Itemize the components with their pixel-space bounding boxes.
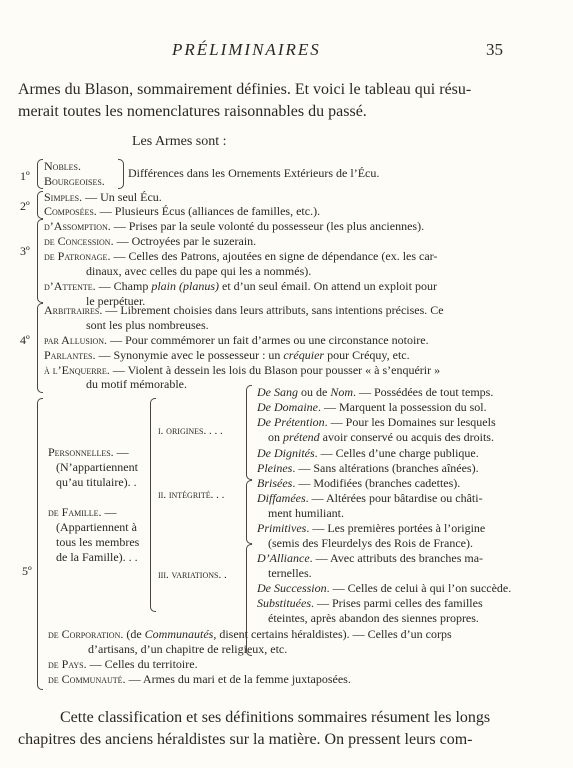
def-communaute: — Armes du mari et de la femme juxtaposées. bbox=[125, 672, 351, 686]
def-concession: — Octroyées par le suzerain. bbox=[113, 234, 257, 248]
category-variations: iii. variations. . bbox=[158, 569, 227, 581]
integrite-line-2 bbox=[257, 476, 460, 491]
note-famille-2: tous les membres bbox=[56, 535, 140, 549]
entry-parlantes bbox=[44, 348, 410, 363]
entry-simples bbox=[44, 190, 162, 205]
def-corporation-c: , disent certains héraldistes). — Celles d’un corps bbox=[213, 627, 452, 641]
def-allusion: — Pour commémorer un fait d’armes ou une circonstance notoire. bbox=[107, 333, 429, 347]
def-assomption: — Prises par la seule volonté du possesseur (les plus anciennes). bbox=[110, 219, 425, 233]
origines-term-nom: Nom bbox=[330, 385, 353, 399]
origines-term-dignites: De Dignités bbox=[257, 446, 315, 460]
variations-term-alliance: D’Alliance bbox=[257, 551, 310, 565]
variations-line-3 bbox=[257, 551, 483, 566]
entry-composees bbox=[44, 204, 320, 219]
origines-term-domaine: De Domaine bbox=[257, 400, 318, 414]
term-arbitraires: Arbitraires. bbox=[44, 303, 103, 317]
category-origines: i. origines. . . . bbox=[158, 425, 223, 437]
variations-def-1: . — Les premières portées à l’origine bbox=[306, 521, 486, 535]
intro-line-2: merait toutes les nomenclatures raisonnables du passé. bbox=[18, 103, 367, 120]
term-parlantes: Parlantes. bbox=[44, 348, 96, 362]
entry-concession bbox=[44, 234, 256, 249]
def-arbitraires: — Librement choisies dans leurs attributs, sans intentions précises. Ce bbox=[102, 303, 444, 317]
def-corporation-b: Communautés bbox=[144, 627, 214, 641]
entry-patronage bbox=[44, 249, 437, 264]
term-communaute: de Communauté. bbox=[48, 672, 126, 686]
integrite-def-3: . — Altérées pour bâtardise ou châti- bbox=[305, 491, 483, 505]
note-famille-1: (Appartiennent à bbox=[56, 520, 137, 534]
term-bourgeoises: Bourgeoises. bbox=[44, 174, 105, 188]
brace-group-5 bbox=[37, 398, 43, 690]
brace-group-3 bbox=[37, 219, 43, 303]
brace-origines bbox=[246, 385, 252, 480]
group-number-3: 3º bbox=[20, 244, 30, 258]
table-title: Les Armes sont : bbox=[132, 134, 227, 149]
origines-def-1: . — Possédées de tout temps. bbox=[353, 385, 494, 399]
origines-term-sang: De Sang bbox=[257, 385, 298, 399]
origines-term-pretend: prétend bbox=[283, 430, 320, 444]
def-enquerre: — Violent à dessein les lois du Blason pour pousser « à s’enquérir » bbox=[109, 363, 441, 377]
variations-line-6 bbox=[257, 596, 483, 611]
integrite-line-4: ment humiliant. bbox=[268, 506, 344, 520]
running-title: PRÉLIMINAIRES bbox=[172, 40, 321, 59]
term-composees: Composées. bbox=[44, 204, 97, 218]
term-simples: Simples. bbox=[44, 190, 83, 204]
entry-communaute bbox=[48, 672, 351, 687]
origines-line-2 bbox=[257, 400, 487, 415]
variations-term-succession: De Succession bbox=[257, 581, 327, 595]
term-assomption: d’Assomption. bbox=[44, 219, 111, 233]
variations-line-4: ternelles. bbox=[268, 566, 312, 580]
def-patronage-cont: dinaux, avec celles du pape qui les a nommés). bbox=[86, 264, 312, 278]
group-number-4: 4º bbox=[20, 333, 30, 347]
def-parlantes-a: — Synonymie avec le possesseur : un bbox=[95, 348, 284, 362]
def-parlantes-b: créquier bbox=[283, 348, 325, 362]
term-corporation: de Corporation. bbox=[48, 627, 124, 641]
def-enquerre-cont: du motif mémorable. bbox=[86, 377, 187, 391]
origines-line-4 bbox=[268, 430, 494, 445]
term-nobles: Nobles. bbox=[44, 159, 82, 173]
group-number-5: 5º bbox=[22, 564, 32, 578]
origines-line-5 bbox=[257, 446, 479, 461]
term-personnelles: Personnelles. — bbox=[48, 445, 129, 459]
entry-arbitraires bbox=[44, 303, 444, 318]
variations-def-3: . — Avec attributs des branches ma- bbox=[309, 551, 484, 565]
brace-group-2 bbox=[37, 191, 43, 219]
variations-line-7: éteintes, après abandon des siennes propres. bbox=[268, 611, 479, 625]
closing-line-1: Cette classification et ses définitions sommaires résument les longs bbox=[60, 709, 491, 726]
integrite-def-1: . — Sans altérations (branches aînées). bbox=[292, 461, 479, 475]
origines-term-pretention: De Prétention bbox=[257, 415, 325, 429]
term-allusion: par Allusion. bbox=[44, 333, 108, 347]
variations-def-6: . — Prises parmi celles des familles bbox=[311, 596, 483, 610]
variations-line-2: (semis des Fleurdelys des Rois de France). bbox=[268, 536, 473, 550]
def-parlantes-c: pour Créquy, etc. bbox=[324, 348, 410, 362]
entry-corporation bbox=[48, 627, 452, 642]
origines-mid: ou de bbox=[298, 385, 331, 399]
group-number-1: 1º bbox=[20, 169, 30, 183]
integrite-def-2: . — Modifiées (branches cadettes). bbox=[292, 476, 461, 490]
intro-line-1: Armes du Blason, sommairement définies. Et voici le tableau qui résu- bbox=[18, 81, 472, 98]
integrite-line-1 bbox=[257, 461, 479, 476]
def-corporation-cont: d’artisans, d’un chapitre de religieux, etc. bbox=[88, 642, 288, 656]
variations-term-primitives: Primitives bbox=[257, 521, 307, 535]
origines-line-3 bbox=[257, 415, 496, 430]
brace-group-1-right bbox=[118, 159, 124, 189]
def-attente-cont: le perpétuer. bbox=[86, 294, 146, 308]
entry-allusion bbox=[44, 333, 429, 348]
variations-def-5: . — Celles de celui à qui l’on succède. bbox=[326, 581, 512, 595]
brace-categories bbox=[150, 398, 156, 612]
entry-pays bbox=[48, 657, 198, 672]
origines-def-5: . — Celles d’une charge publique. bbox=[314, 446, 479, 460]
page-number: 35 bbox=[486, 40, 503, 59]
integrite-term-brisees: Brisées bbox=[257, 476, 293, 490]
term-patronage: de Patronage. bbox=[44, 249, 111, 263]
term-famille: de Famille. — bbox=[48, 505, 117, 519]
def-simples: — Un seul Écu. bbox=[82, 190, 162, 204]
variations-term-substituees: Substituées bbox=[257, 596, 311, 610]
brace-integrite bbox=[246, 480, 252, 544]
def-corporation-a: (de bbox=[123, 627, 145, 641]
origines-def-2: . — Marquent la possession du sol. bbox=[317, 400, 487, 414]
origines-def-3: . — Pour les Domaines sur lesquels bbox=[324, 415, 496, 429]
variations-line-1 bbox=[257, 521, 485, 536]
def-arbitraires-cont: sont les plus nombreuses. bbox=[86, 318, 209, 332]
origines-line-1 bbox=[257, 385, 493, 400]
def-composees: — Plusieurs Écus (alliances de familles, etc.). bbox=[96, 204, 321, 218]
entry-enquerre bbox=[44, 363, 440, 378]
note-personnelles-2: qu’au titulaire). . bbox=[56, 475, 137, 489]
term-pays: de Pays. bbox=[48, 657, 87, 671]
integrite-line-3 bbox=[257, 491, 483, 506]
origines-pre-4: on bbox=[268, 430, 283, 444]
def-attente-b: plain (planus) bbox=[151, 279, 219, 293]
note-personnelles-1: (N’appartiennent bbox=[56, 460, 138, 474]
term-attente: d’Attente. bbox=[44, 279, 96, 293]
term-concession: de Concession. bbox=[44, 234, 114, 248]
term-enquerre: à l’Enquerre. bbox=[44, 363, 110, 377]
note-group-1: Différences dans les Ornements Extérieurs de l’Écu. bbox=[128, 166, 380, 180]
def-attente-c: et d’un seul émail. On attend un exploit pour bbox=[219, 279, 437, 293]
def-pays: — Celles du territoire. bbox=[86, 657, 198, 671]
origines-def-4: avoir conservé ou acquis des droits. bbox=[319, 430, 494, 444]
entry-attente bbox=[44, 279, 437, 294]
group-number-2: 2º bbox=[20, 199, 30, 213]
brace-group-1 bbox=[37, 159, 43, 189]
note-famille-3: de la Famille). . . bbox=[56, 550, 138, 564]
integrite-term-diffamees: Diffamées bbox=[257, 491, 306, 505]
def-attente-a: — Champ bbox=[95, 279, 152, 293]
integrite-term-pleines: Pleines bbox=[257, 461, 293, 475]
closing-line-2: chapitres des anciens héraldistes sur la matière. On pressent leurs com- bbox=[18, 731, 473, 748]
entry-assomption bbox=[44, 219, 424, 234]
def-patronage: — Celles des Patrons, ajoutées en signe de dépendance (ex. les car- bbox=[110, 249, 438, 263]
category-integrite: ii. intégrité. . . bbox=[158, 489, 225, 501]
variations-line-5 bbox=[257, 581, 511, 596]
brace-group-4 bbox=[37, 303, 43, 393]
